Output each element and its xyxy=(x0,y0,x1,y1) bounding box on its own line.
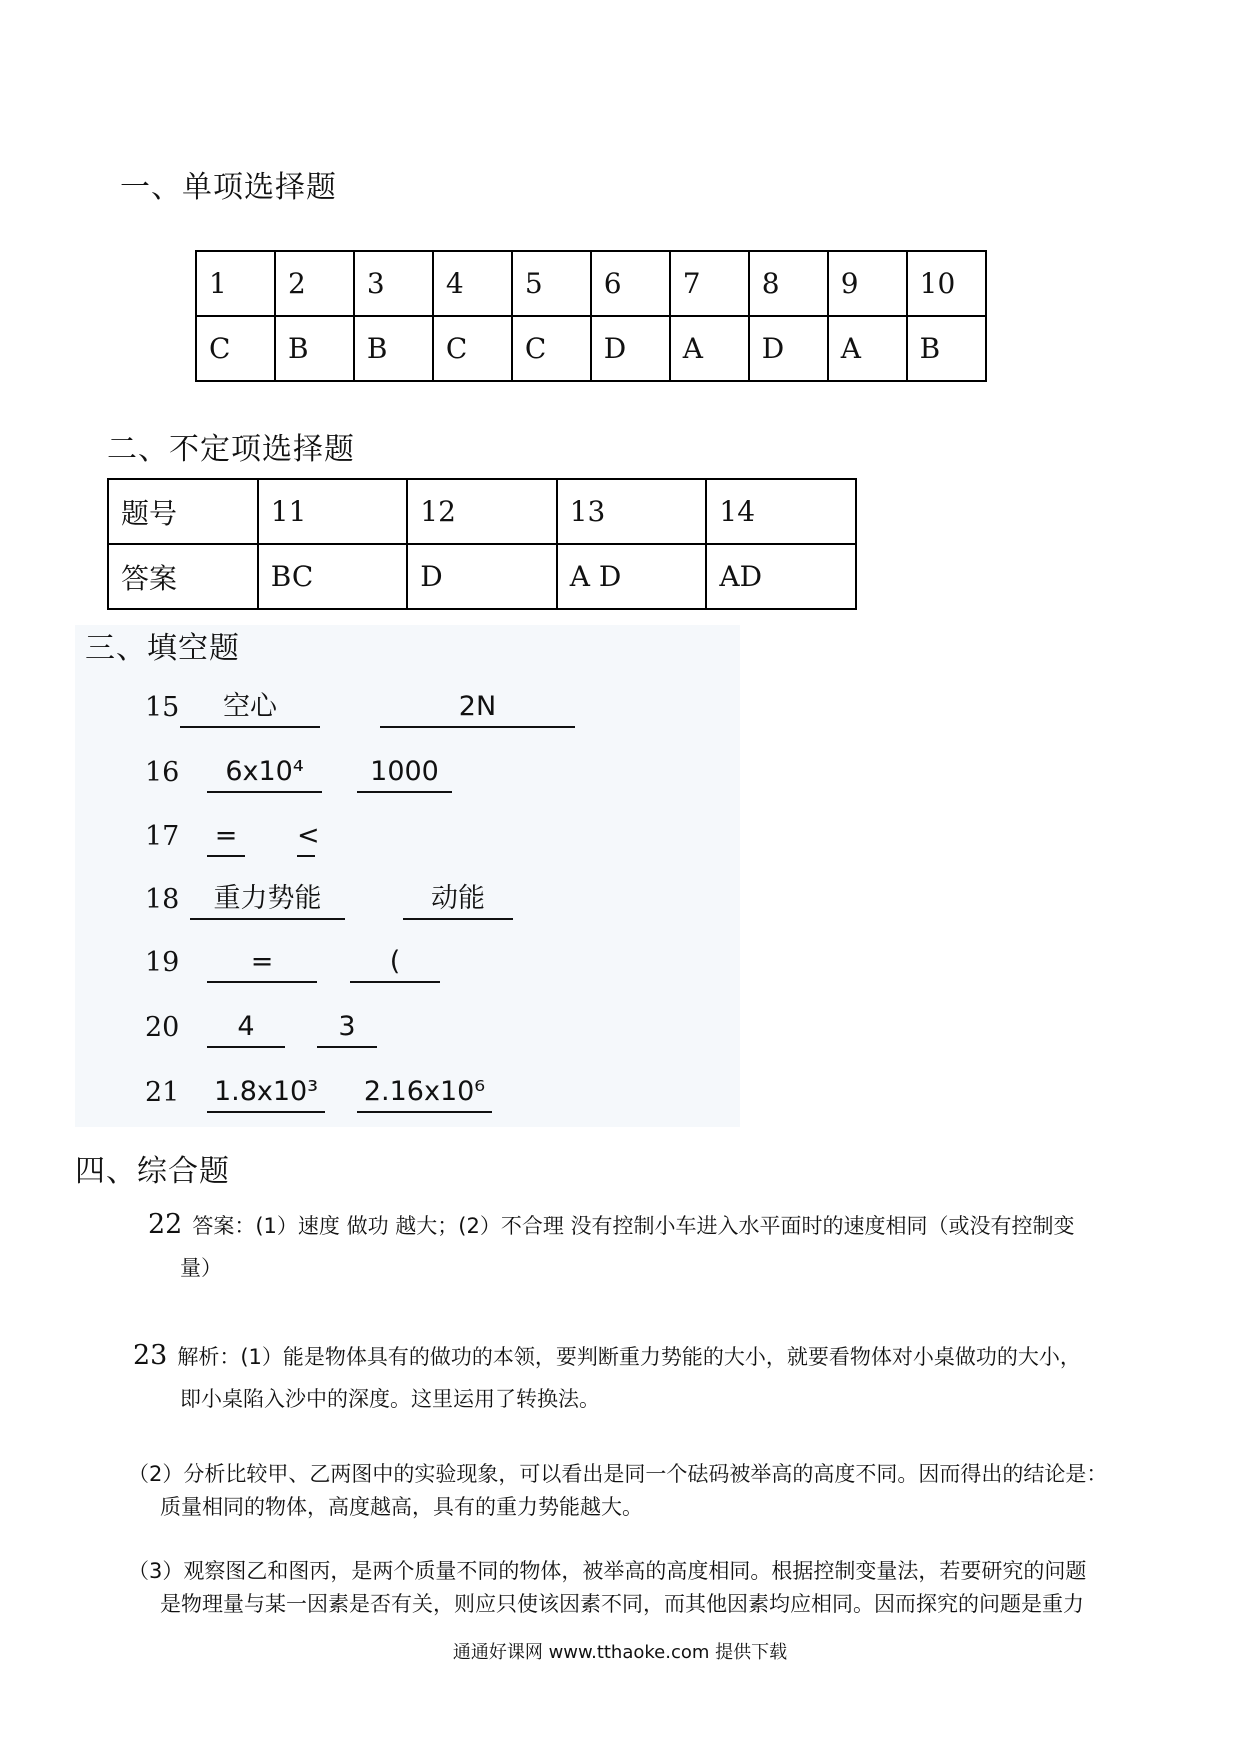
part3-line1: （3）观察图乙和图丙，是两个质量不同的物体，被举高的高度相同。根据控制变量法，若要研究的问题 xyxy=(128,1559,1087,1583)
question-number: 22 xyxy=(148,1209,183,1240)
table-cell: 4 xyxy=(433,251,512,316)
table-cell: 10 xyxy=(907,251,986,316)
answer-blank: 空心 xyxy=(180,688,320,728)
multi-choice-answer-table xyxy=(107,478,857,610)
answer-blank: 重力势能 xyxy=(190,880,345,920)
table-cell: 8 xyxy=(749,251,828,316)
q23-line2: 即小桌陷入沙中的深度。这里运用了转换法。 xyxy=(180,1387,600,1411)
table-cell: 2 xyxy=(275,251,354,316)
table-row-numbers xyxy=(108,479,856,544)
q23-line1: 解析：(1）能是物体具有的做功的本领，要判断重力势能的大小，就要看物体对小桌做功的大小， xyxy=(177,1345,1081,1369)
answer-blank: 2.16x10⁶ xyxy=(357,1073,492,1113)
part2-line2: 质量相同的物体，高度越高，具有的重力势能越大。 xyxy=(160,1495,643,1519)
table-cell: D xyxy=(591,316,670,381)
single-choice-answer-table xyxy=(195,250,987,382)
table-cell: D xyxy=(749,316,828,381)
table-cell: B xyxy=(275,316,354,381)
table-cell: C xyxy=(433,316,512,381)
table-cell: 7 xyxy=(670,251,749,316)
answer-blank: < xyxy=(297,817,315,857)
question-number: 23 xyxy=(133,1340,168,1371)
table-cell: 3 xyxy=(354,251,433,316)
table-cell: 13 xyxy=(557,479,707,544)
answer-blank: 动能 xyxy=(403,880,513,920)
answer-blank: = xyxy=(207,817,245,857)
answer-blank: ( xyxy=(350,943,440,983)
question-number: 18 xyxy=(145,884,180,915)
answer-blank: 2N xyxy=(380,688,575,728)
answer-blank: = xyxy=(207,943,317,983)
table-cell: 12 xyxy=(407,479,556,544)
table-cell: A D xyxy=(557,544,707,609)
table-cell: 14 xyxy=(706,479,856,544)
answer-blank: 1.8x10³ xyxy=(207,1073,325,1113)
table-cell: 1 xyxy=(196,251,275,316)
table-cell: B xyxy=(354,316,433,381)
q22-answer xyxy=(148,1208,1075,1243)
table-cell: A xyxy=(670,316,749,381)
table-cell: 5 xyxy=(512,251,591,316)
section3-heading: 三、填空题 xyxy=(85,631,240,666)
table-row-answers xyxy=(108,544,856,609)
table-cell: 6 xyxy=(591,251,670,316)
table-cell: 题号 xyxy=(108,479,258,544)
question-number: 17 xyxy=(145,821,180,852)
table-cell: 11 xyxy=(258,479,408,544)
question-number: 20 xyxy=(145,1012,180,1043)
table-cell: C xyxy=(196,316,275,381)
table-cell: B xyxy=(907,316,986,381)
table-cell: AD xyxy=(706,544,856,609)
answer-blank: 3 xyxy=(317,1008,377,1048)
part3-line2: 是物理量与某一因素是否有关，则应只使该因素不同，而其他因素均应相同。因而探究的问题是重力 xyxy=(160,1592,1084,1616)
table-row-answers xyxy=(196,316,986,381)
table-cell: 答案 xyxy=(108,544,258,609)
table-cell: C xyxy=(512,316,591,381)
q22-line2: 量） xyxy=(180,1256,222,1280)
section4-heading: 四、综合题 xyxy=(75,1154,230,1189)
question-number: 16 xyxy=(145,757,180,788)
table-cell: A xyxy=(828,316,907,381)
part2-line1: （2）分析比较甲、乙两图中的实验现象，可以看出是同一个砝码被举高的高度不同。因而得出的结论是： xyxy=(128,1462,1108,1486)
q22-line1: 答案：(1）速度 做功 越大；(2）不合理 没有控制小车进入水平面时的速度相同（或没有控制变 xyxy=(192,1214,1075,1238)
table-cell: D xyxy=(407,544,556,609)
table-row-numbers xyxy=(196,251,986,316)
section2-heading: 二、不定项选择题 xyxy=(107,432,355,467)
footer-source: 通通好课网 www.tthaoke.com 提供下载 xyxy=(452,1642,788,1663)
section1-heading: 一、单项选择题 xyxy=(120,170,337,205)
question-number: 15 xyxy=(145,692,180,723)
answer-blank: 6x10⁴ xyxy=(207,753,322,793)
table-cell: BC xyxy=(258,544,408,609)
answer-blank: 4 xyxy=(207,1008,285,1048)
answer-blank: 1000 xyxy=(357,753,452,793)
q23-analysis xyxy=(133,1339,1081,1374)
table-cell: 9 xyxy=(828,251,907,316)
question-number: 21 xyxy=(145,1077,180,1108)
question-number: 19 xyxy=(145,947,180,978)
